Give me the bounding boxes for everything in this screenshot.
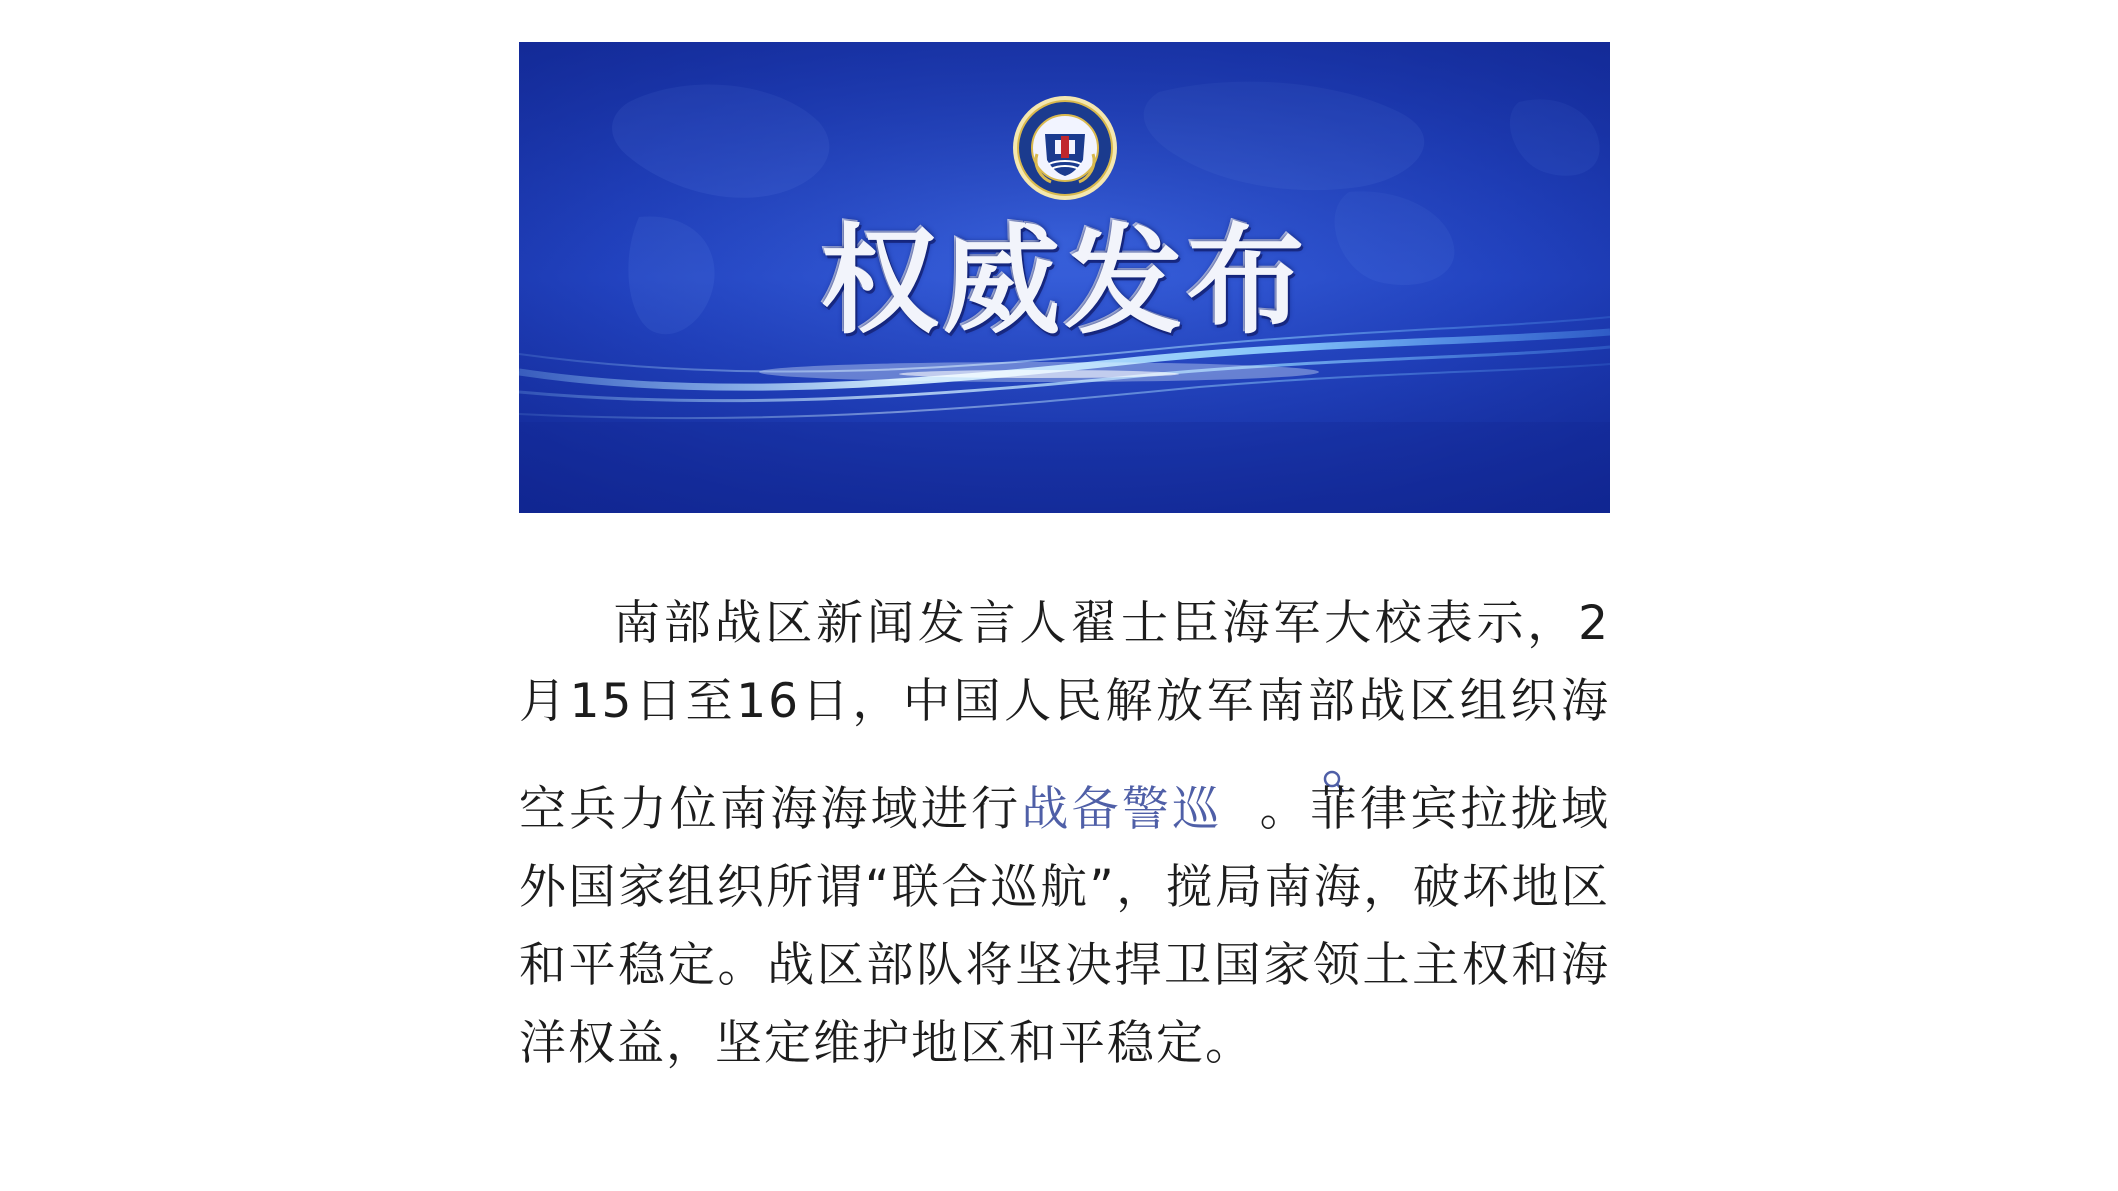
southern-theater-command-emblem [1011,94,1119,202]
article-text-after-link: 。菲律宾拉拢域外国家组织所谓“联合巡航”，搅局南海，破坏地区和平稳定。战区部队将坚决捍卫国家领土主权和海洋权益，坚定维护地区和平稳定。 [519,782,1611,1071]
search-icon [1228,741,1252,767]
banner-title: 权威发布 [820,211,1309,350]
link-label: 战备警巡 [1021,782,1223,837]
article-paragraph [519,585,1610,1083]
war-readiness-patrol-link[interactable] [1021,782,1258,837]
article-column [519,42,1610,1083]
authoritative-release-banner [519,42,1610,513]
article-text-before-link: 南部战区新闻发言人翟士臣海军大校表示，2月15日至16日，中国人民解放军南部战区组织海空兵力位南海海域进行 [519,596,1610,837]
